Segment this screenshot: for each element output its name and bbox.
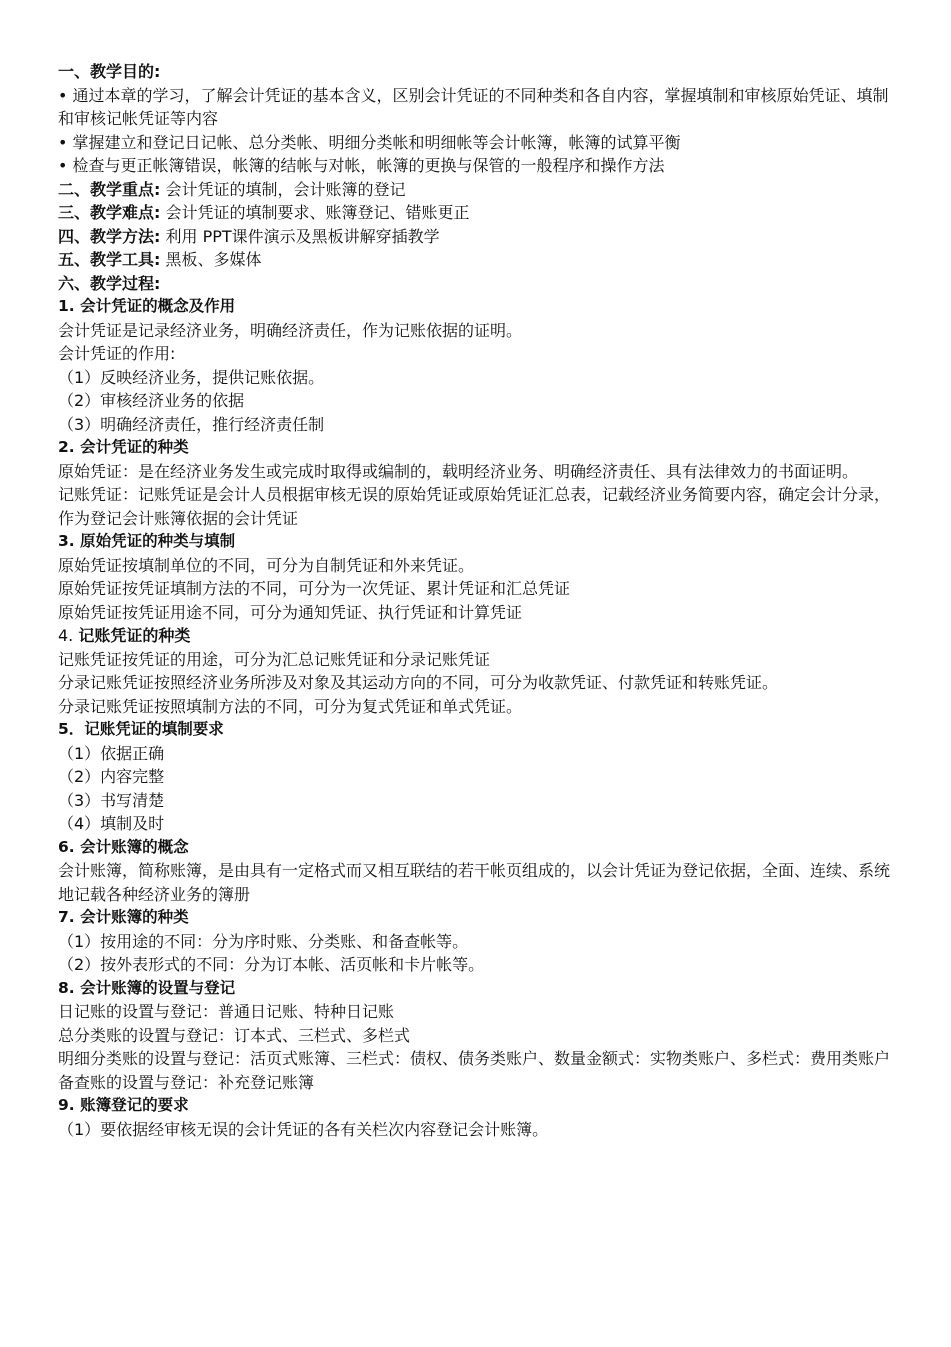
p6-line-1: 会计账簿，简称账簿，是由具有一定格式而又相互联结的若干帐页组成的，以会计凭证为登记依据，全面、连续、系统地记载各种经济业务的簿册 bbox=[58, 861, 891, 904]
p1-line-2: 会计凭证的作用: bbox=[58, 344, 176, 363]
p3-line-3: 原始凭证按凭证用途不同，可分为通知凭证、执行凭证和计算凭证 bbox=[58, 602, 523, 622]
section-methods bbox=[58, 225, 898, 249]
heading-2: 2. 会计凭证的种类 bbox=[58, 438, 189, 456]
heading-4-title: 记账凭证的种类 bbox=[78, 626, 191, 645]
section-title-process: 六、教学过程: bbox=[58, 273, 161, 293]
p7-line-1: （1）按用途的不同：分为序时账、分类账、和备查帐等。 bbox=[58, 931, 469, 951]
heading-4 bbox=[58, 624, 898, 648]
methods-text: 利用 PPT课件演示及黑板讲解穿插教学 bbox=[160, 226, 440, 246]
heading-1: 1. 会计凭证的概念及作用 bbox=[58, 297, 236, 315]
document-page bbox=[58, 60, 898, 1141]
difficulties-label: 三、教学难点: bbox=[58, 203, 161, 222]
p8-line-3: 明细分类账的设置与登记：活页式账簿、三栏式：债权、债务类账户、数量金额式：实物类账户、多栏式：费用类账户 bbox=[58, 1049, 891, 1068]
key-points-text: 会计凭证的填制，会计账簿的登记 bbox=[160, 179, 406, 199]
tools-label: 五、教学工具: bbox=[58, 250, 161, 269]
p4-line-2: 分录记账凭证按照经济业务所涉及对象及其运动方向的不同，可分为收款凭证、付款凭证和转账凭证。 bbox=[58, 673, 779, 692]
p1-line-5: （3）明确经济责任，推行经济责任制 bbox=[58, 414, 325, 434]
p5-line-4: （4）填制及时 bbox=[58, 814, 165, 833]
p7-line-2: （2）按外表形式的不同：分为订本帐、活页帐和卡片帐等。 bbox=[58, 955, 485, 974]
heading-6: 6. 会计账簿的概念 bbox=[58, 837, 189, 856]
p4-line-1: 记账凭证按凭证的用途，可分为汇总记账凭证和分录记账凭证 bbox=[58, 649, 491, 669]
methods-label: 四、教学方法: bbox=[58, 226, 161, 246]
p3-line-2: 原始凭证按凭证填制方法的不同，可分为一次凭证、累计凭证和汇总凭证 bbox=[58, 579, 571, 598]
heading-5: 5．记账凭证的填制要求 bbox=[58, 720, 224, 738]
objective-bullet-1: • 通过本章的学习，了解会计凭证的基本含义，区别会计凭证的不同种类和各自内容，掌握填制和审核原始凭证、填制和审核记帐凭证等内容 bbox=[58, 85, 889, 128]
p2-line-2: 记账凭证：记账凭证是会计人员根据审核无误的原始凭证或原始凭证汇总表，记载经济业务简要内容，确定会计分录，作为登记会计账簿依据的会计凭证 bbox=[58, 485, 891, 528]
heading-8: 8. 会计账簿的设置与登记 bbox=[58, 978, 236, 997]
p9-line-1: （1）要依据经审核无误的会计凭证的各有关栏次内容登记会计账簿。 bbox=[58, 1119, 549, 1139]
p4-line-3: 分录记账凭证按照填制方法的不同，可分为复式凭证和单式凭证。 bbox=[58, 696, 523, 716]
p2-line-1: 原始凭证：是在经济业务发生或完成时取得或编制的，载明经济业务、明确经济责任、具有法律效力的书面证明。 bbox=[58, 461, 859, 481]
heading-4-number: 4. bbox=[58, 626, 79, 645]
objective-bullet-2: • 掌握建立和登记日记帐、总分类帐、明细分类帐和明细帐等会计帐簿，帐簿的试算平衡 bbox=[58, 132, 681, 152]
key-points-label: 二、教学重点: bbox=[58, 179, 161, 199]
p1-line-3: （1）反映经济业务，提供记账依据。 bbox=[58, 367, 325, 387]
objective-bullet-3: • 检查与更正帐簿错误，帐簿的结帐与对帐，帐簿的更换与保管的一般程序和操作方法 bbox=[58, 156, 665, 175]
heading-7: 7. 会计账簿的种类 bbox=[58, 908, 189, 926]
section-title-objectives: 一、教学目的: bbox=[58, 62, 161, 81]
p3-line-1: 原始凭证按填制单位的不同，可分为自制凭证和外来凭证。 bbox=[58, 555, 475, 575]
heading-9: 9. 账簿登记的要求 bbox=[58, 1096, 189, 1114]
p8-line-2: 总分类账的设置与登记：订本式、三栏式、多栏式 bbox=[58, 1025, 411, 1045]
p5-line-2: （2）内容完整 bbox=[58, 767, 165, 786]
p8-line-1: 日记账的设置与登记：普通日记账、特种日记账 bbox=[58, 1002, 395, 1021]
section-tools bbox=[58, 248, 898, 272]
difficulties-text: 会计凭证的填制要求、账簿登记、错账更正 bbox=[160, 203, 470, 222]
p5-line-3: （3）书写清楚 bbox=[58, 790, 165, 810]
section-key-points bbox=[58, 178, 898, 202]
p1-line-1: 会计凭证是记录经济业务，明确经济责任，作为记账依据的证明。 bbox=[58, 320, 523, 340]
p8-line-4: 备查账的设置与登记：补充登记账簿 bbox=[58, 1072, 315, 1092]
heading-3: 3. 原始凭证的种类与填制 bbox=[58, 532, 236, 550]
tools-text: 黑板、多媒体 bbox=[160, 250, 262, 269]
section-difficulties bbox=[58, 201, 898, 225]
p1-line-4: （2）审核经济业务的依据 bbox=[58, 391, 245, 410]
p5-line-1: （1）依据正确 bbox=[58, 743, 165, 763]
